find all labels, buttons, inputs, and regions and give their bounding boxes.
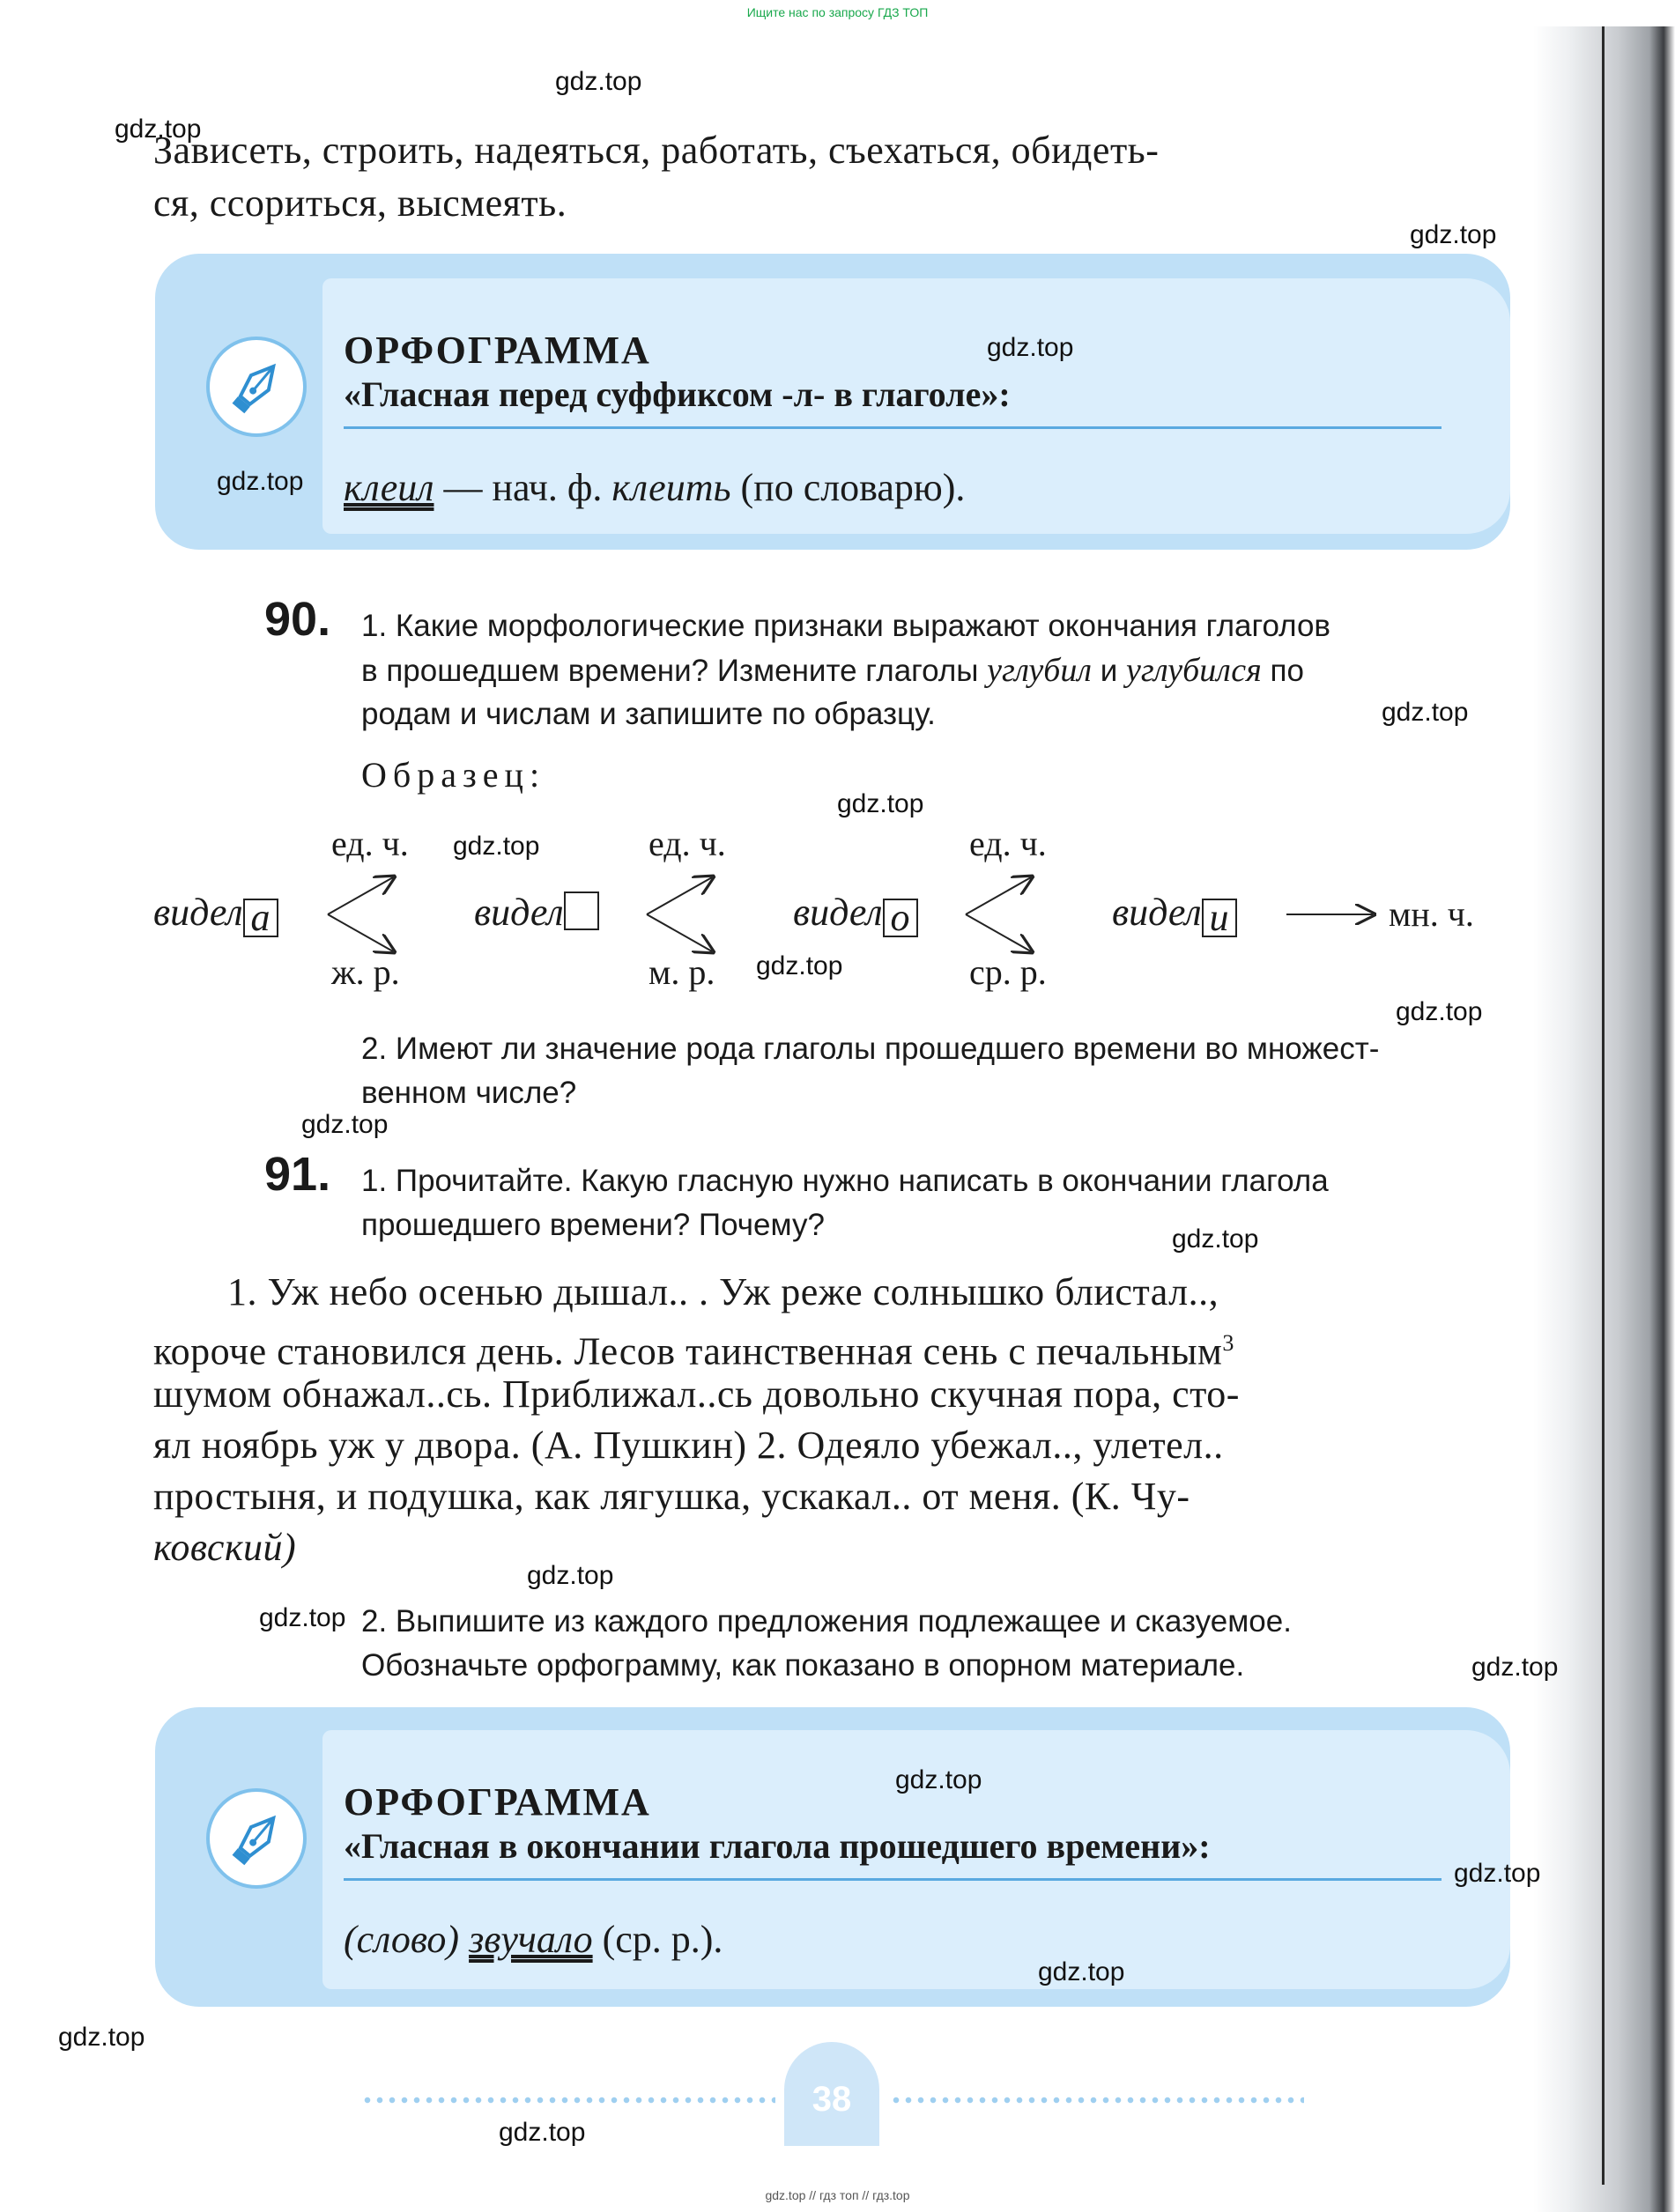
task-90-number: 90. [264,593,331,646]
rule-1-example-rest: — нач. ф. [434,466,612,509]
intro-words-line1: Зависеть, строить, надеяться, работать, съехаться, обидеть- [153,129,1160,172]
watermark: gdz.top [987,333,1074,362]
sample-bottom-2: м. р. [649,952,715,992]
sample-label: Образец: [361,755,546,795]
rule-2-subtitle: «Гласная в окончании глагола прошедшего времени»: [344,1826,1211,1866]
task-90-verb-2: углубился [1125,652,1262,689]
sample-stem-3: видел [793,891,883,934]
sample-stem-2: видел [474,891,564,934]
watermark: gdz.top [499,2118,586,2147]
footer-note: gdz.top // гдз топ // гдз.top [765,2188,910,2202]
watermark: gdz.top [895,1765,982,1794]
sample-ending-1: а [243,899,278,937]
task-90-line2-e: по [1261,654,1304,688]
task-91-line1: 1. Прочитайте. Какую гласную нужно написать в окончании глагола [361,1164,1329,1198]
sample-top-3: ед. ч. [969,824,1047,863]
task-90-line2-c: и [1091,654,1126,688]
watermark: gdz.top [1454,1859,1541,1888]
sample-bottom-1: ж. р. [331,952,400,992]
task-90-line2-a: в прошедшем времени? Измените глаголы [361,654,988,688]
sample-stem-4: видел [1112,891,1202,934]
rule-1-example-word2: клеить [611,466,731,509]
watermark: gdz.top [527,1561,614,1590]
rule-1-example-tail: (по словарю). [730,466,966,509]
watermark: gdz.top [837,789,924,818]
watermark: gdz.top [58,2023,145,2052]
poem-line-4: ял ноябрь уж у двора. (А. Пушкин) 2. Одеяло убежал.., улетел.. [153,1424,1224,1467]
watermark: gdz.top [1038,1957,1125,1986]
poem-line-5: простыня, и подушка, как лягушка, ускакал.. от меня. (К. Чу- [153,1475,1190,1518]
footer-dots-right [890,2097,1304,2104]
watermark: gdz.top [1471,1653,1559,1682]
rule-2-title: ОРФОГРАММА [344,1780,651,1824]
task-90-q2-line1: 2. Имеют ли значение рода глаголы прошедшего времени во множест- [361,1032,1380,1066]
rule-2-example-b: (ср. р.). [592,1918,723,1961]
sample-plural: мн. ч. [1389,894,1474,934]
rule-2-example-word: звучало [469,1918,593,1961]
watermark: gdz.top [756,951,843,980]
sample-top-2: ед. ч. [649,824,726,863]
footnote-mark-1: 3 [1222,1330,1234,1356]
rule-2-example-a: (слово) [344,1918,470,1961]
task-91-number: 91. [264,1148,331,1201]
watermark: gdz.top [555,67,642,96]
poem-line-3: шумом обнажал..сь. Приближал..сь довольно скучная пора, сто- [153,1372,1240,1416]
task-91-line2: прошедшего времени? Почему? [361,1208,825,1242]
task-90-line1: 1. Какие морфологические признаки выражают окончания глаголов [361,609,1331,643]
task-90-q2-line2: венном числе? [361,1076,577,1110]
pen-nib-icon [206,1788,307,1889]
watermark: gdz.top [301,1110,389,1139]
sample-top-1: ед. ч. [331,824,409,863]
task-90-verb-1: углубил [987,652,1092,689]
poem-line-2-text: короче становился день. Лесов таинственная сень с печальным [153,1329,1223,1373]
watermark: gdz.top [259,1603,346,1632]
watermark: gdz.top [217,467,304,496]
watermark: gdz.top [1172,1224,1259,1254]
rule-1-example-word: клеил [344,466,434,509]
poem-line-1: 1. Уж небо осенью дышал.. . Уж реже солнышко блистал.., [227,1270,1219,1313]
sample-ending-3: о [883,899,918,937]
watermark: gdz.top [115,115,202,144]
watermark: gdz.top [1396,997,1483,1026]
watermark: gdz.top [453,832,540,861]
intro-words-line2: ся, ссориться, высмеять. [153,181,567,225]
sample-stem-1: видел [153,891,243,934]
watermark: gdz.top [1382,698,1469,727]
rule-2-example [344,1917,723,1962]
rule-2-underline [344,1878,1442,1881]
sample-bottom-3: ср. р. [969,952,1047,992]
task-90-line3: родам и числам и запишите по образцу. [361,697,936,731]
task-91-q2-line2: Обозначьте орфограмму, как показано в опорном материале. [361,1648,1245,1683]
sample-ending-4: и [1202,899,1237,937]
task-91-q2-line1: 2. Выпишите из каждого предложения подлежащее и сказуемое. [361,1604,1292,1639]
watermark: gdz.top [1410,220,1497,249]
footer-dots-left [361,2097,775,2104]
sample-arrows [0,0,1675,1013]
rule-1-subtitle: «Гласная перед суффиксом -л- в глаголе»: [344,374,1011,414]
rule-1-title: ОРФОГРАММА [344,329,651,372]
page-number: 38 [784,2042,879,2146]
rule-box-2 [155,1707,1510,2007]
poem-line-6: ковский) [153,1526,297,1569]
header-note: Ищите нас по запросу ГДЗ ТОП [746,5,929,19]
